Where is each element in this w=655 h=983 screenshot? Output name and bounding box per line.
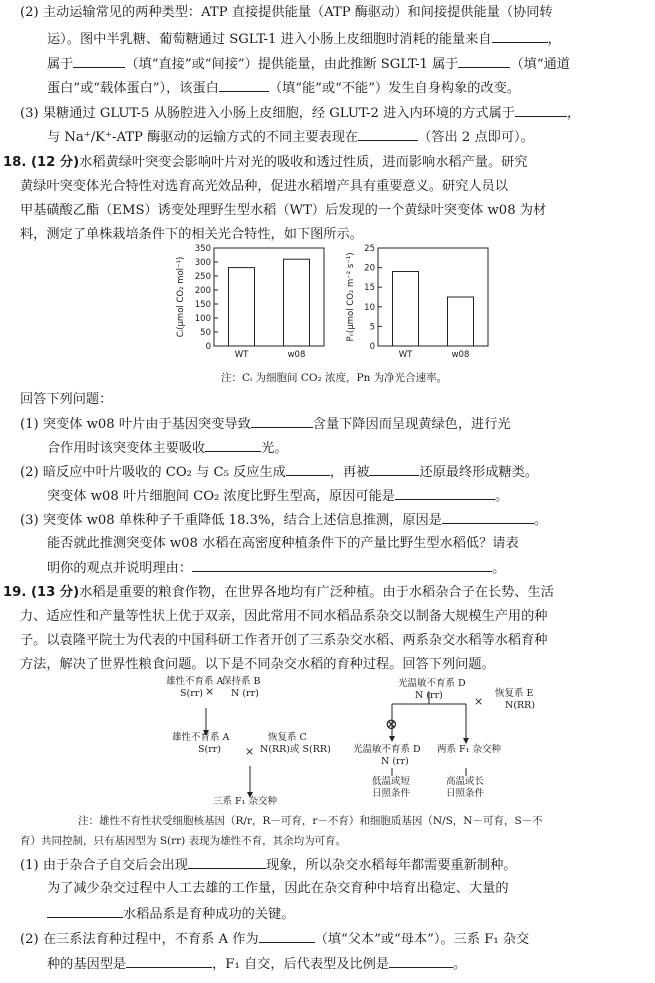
answer-blank[interactable] bbox=[286, 463, 330, 476]
bar-wt bbox=[229, 268, 255, 346]
ci-bar-chart bbox=[172, 240, 332, 368]
maintainer-line-b: 保持系 B bbox=[222, 676, 261, 687]
y-tick-label: 25 bbox=[364, 244, 375, 254]
q17-part2-line3: 属于 （填“直接”或“间接”）提供能量，由此推断 SGLT-1 属于 （填“通道 bbox=[47, 57, 570, 72]
condition-label: 低温或短 bbox=[372, 776, 411, 787]
x-tick-label: WT bbox=[398, 350, 413, 360]
q17-part3-line1: (3) 果糖通过 GLUT-5 从肠腔进入小肠上皮细胞，经 GLUT-2 进入内环境的方式属于 ， bbox=[20, 106, 581, 121]
answer-blank[interactable] bbox=[369, 463, 419, 476]
y-tick-label: 150 bbox=[194, 300, 211, 310]
pn-bar-chart bbox=[344, 240, 494, 368]
three-line-hybrid-f1: 三系 F₁ 杂交种 bbox=[213, 796, 277, 807]
genotype-label: S(rr) bbox=[198, 744, 222, 755]
answer-blank[interactable] bbox=[389, 955, 453, 968]
question-number: 18. (12 分) bbox=[3, 155, 80, 170]
y-tick-label: 350 bbox=[194, 244, 211, 254]
answer-blank[interactable] bbox=[188, 856, 266, 869]
condition-label: 日照条件 bbox=[372, 788, 411, 799]
y-tick-label: 15 bbox=[364, 283, 375, 294]
y-tick-label: 5 bbox=[369, 322, 375, 333]
genotype-label: S(rr) bbox=[180, 688, 204, 699]
q18-line1: 18. (12 分)水稻黄绿叶突变会影响叶片对光的吸收和透过性质，进而影响水稻产量。研究 bbox=[3, 155, 528, 170]
y-axis-label: Cᵢ(μmol CO₂ mol⁻¹) bbox=[176, 256, 186, 338]
q18-line3: 甲基磺酸乙酯（EMS）诱变处理野生型水稻（WT）后发现的一个黄绿叶突变体 w08 为材 bbox=[20, 203, 547, 218]
condition-label: 日照条件 bbox=[446, 788, 485, 799]
q19-sub2-line1: (2) 在三系法育种过程中，不育系 A 作为 （填“父本”或“母本”）。三系 F₁ 杂交 bbox=[20, 932, 530, 947]
y-tick-label: 10 bbox=[364, 302, 375, 313]
ptgms-line-d: 光温敏不育系 D bbox=[353, 744, 421, 755]
y-tick-label: 100 bbox=[194, 314, 211, 324]
q19-line3: 子。以袁隆平院士为代表的中国科研工作者开创了三系杂交水稻、两系杂交水稻等水稻育种 bbox=[20, 633, 548, 648]
y-tick-label: 0 bbox=[205, 342, 211, 352]
q18-sub3-line2: 能否就此推测突变体 w08 水稻在高密度种植条件下的产量比野生型水稻低？请表 bbox=[47, 536, 519, 551]
q19-sub1-line2: 为了减少杂交过程中人工去雄的工作量，因此在杂交育种中培育出稳定、大量的 bbox=[47, 881, 509, 896]
q18-line4: 料，测定了单株栽培条件下的相关光合特性，如下图所示。 bbox=[20, 227, 363, 242]
male-sterile-line-a: 雄性不育系 A bbox=[172, 732, 230, 743]
x-tick-label: WT bbox=[234, 350, 249, 360]
q19-sub1-line1: (1) 由于杂合子自交后会出现 现象，所以杂交水稻每年都需要重新制种。 bbox=[20, 858, 517, 873]
y-axis-label: Pₙ(μmol CO₂ m⁻² s⁻¹) bbox=[346, 252, 356, 342]
diagram-note-line1: 注：雄性不育性状受细胞核基因（R/r，R－可育，r－不育）和细胞质基因（N/S，N－可育，S－不 bbox=[78, 815, 543, 827]
q19-sub1-line3: 水稻品系是育种成功的关键。 bbox=[47, 905, 294, 924]
genotype-label: N (rr) bbox=[415, 690, 443, 701]
answer-blank[interactable] bbox=[205, 439, 261, 452]
selfing-symbol: ⊗ bbox=[385, 715, 398, 733]
bar-w08 bbox=[284, 259, 310, 346]
answer-prompt: 回答下列问题： bbox=[20, 392, 113, 407]
q17-part3-line2: 与 Na⁺/K⁺-ATP 酶驱动的运输方式的不同主要表现在 （答出 2 点即可）。 bbox=[47, 130, 534, 145]
genotype-label: N (rr) bbox=[381, 756, 409, 767]
q18-line2: 黄绿叶突变体光合特性对选育高光效品种，促进水稻增产具有重要意义。研究人员以 bbox=[20, 179, 508, 194]
answer-blank[interactable] bbox=[515, 104, 567, 117]
x-tick-label: w08 bbox=[451, 350, 470, 360]
answer-blank[interactable] bbox=[259, 930, 315, 943]
x-tick-label: w08 bbox=[287, 350, 306, 360]
diagram-note-line2: 育）共同控制，只有基因型为 S(rr) 表现为雄性不育，其余均为可育。 bbox=[20, 835, 347, 847]
y-tick-label: 250 bbox=[194, 272, 211, 282]
breeding-diagram bbox=[0, 676, 655, 806]
y-tick-label: 50 bbox=[200, 328, 211, 338]
q18-sub3-line1: (3) 突变体 w08 单株种子千重降低 18.3%，结合上述信息推测，原因是 。 bbox=[20, 513, 548, 528]
q19-line4: 方法，解决了世界性粮食问题。以下是不同杂交水稻的育种过程。回答下列问题。 bbox=[20, 657, 495, 672]
q18-sub2-line1: (2) 暗反应中叶片吸收的 CO₂ 与 C₅ 反应生成 ，再被 还原最终形成糖类。 bbox=[20, 465, 539, 480]
cross-symbol: × bbox=[205, 685, 215, 698]
cross-symbol: × bbox=[245, 745, 255, 758]
q19-sub2-line2: 种的基因型是 ，F₁ 自交，后代表型及比例是 。 bbox=[47, 957, 467, 972]
q18-sub1-line1: (1) 突变体 w08 叶片由于基因突变导致 含量下降因而呈现黄绿色，进行光 bbox=[20, 417, 511, 432]
question-number: 19. (13 分) bbox=[3, 585, 80, 600]
answer-blank[interactable] bbox=[219, 79, 269, 92]
ptgms-line-d: 光温敏不育系 D bbox=[398, 678, 466, 689]
q17-part2-line4: 蛋白”或“载体蛋白”），该蛋白 （填“能”或“不能”）发生自身构象的改变。 bbox=[47, 81, 521, 96]
chart-note: 注：Cᵢ 为细胞间 CO₂ 浓度，Pn 为净光合速率。 bbox=[221, 372, 448, 384]
bar-w08 bbox=[448, 297, 474, 346]
genotype-label: N (rr) bbox=[231, 688, 259, 699]
q18-sub1-line2: 合作用时该突变体主要吸收 光。 bbox=[47, 441, 288, 456]
restorer-line-c: 恢复系 C bbox=[268, 732, 307, 743]
answer-blank[interactable] bbox=[126, 955, 212, 968]
answer-blank[interactable] bbox=[458, 55, 510, 68]
male-sterile-line-a: 雄性不育系 A bbox=[166, 676, 224, 687]
answer-blank[interactable] bbox=[358, 128, 418, 141]
q17-part2-line2: 运）。图中半乳糖、葡萄糖通过 SGLT-1 进入小肠上皮细胞时消耗的能量来自 ， bbox=[47, 32, 561, 47]
answer-blank[interactable] bbox=[251, 415, 313, 428]
q19-line1: 19. (13 分)水稻是重要的粮食作物，在世界各地均有广泛种植。由于水稻杂合子在长势、生活 bbox=[3, 585, 554, 600]
bar-wt bbox=[393, 272, 419, 346]
answer-blank[interactable] bbox=[442, 511, 534, 524]
two-line-hybrid-f1: 两系 F₁ 杂交种 bbox=[437, 744, 501, 755]
answer-blank[interactable] bbox=[47, 905, 123, 918]
diagram-lines bbox=[0, 676, 655, 806]
answer-blank[interactable] bbox=[192, 559, 492, 572]
q19-line2: 力、适应性和产量等性状上优于双亲，因此常用不同水稻品系杂交以制备大规模生产用的种 bbox=[20, 609, 548, 624]
answer-blank[interactable] bbox=[73, 55, 125, 68]
genotype-label: N(RR) bbox=[505, 700, 536, 711]
q18-sub3-line3: 明你的观点并说明理由： 。 bbox=[47, 561, 506, 576]
condition-label: 高温或长 bbox=[446, 776, 485, 787]
y-tick-label: 20 bbox=[364, 263, 375, 274]
q17-part2-line1: (2) 主动运输常见的两种类型：ATP 直接提供能量（ATP 酶驱动）和间接提供能量（协同转 bbox=[20, 5, 553, 20]
y-tick-label: 300 bbox=[194, 258, 211, 268]
y-tick-label: 200 bbox=[194, 286, 211, 296]
cross-symbol: × bbox=[474, 695, 484, 708]
q18-sub2-line2: 突变体 w08 叶片细胞间 CO₂ 浓度比野生型高，原因可能是 。 bbox=[47, 489, 509, 504]
answer-blank[interactable] bbox=[395, 487, 495, 500]
answer-blank[interactable] bbox=[492, 30, 548, 43]
restorer-line-e: 恢复系 E bbox=[495, 688, 534, 699]
genotype-label: N(RR)或 S(RR) bbox=[260, 744, 331, 755]
y-tick-label: 0 bbox=[369, 342, 375, 352]
